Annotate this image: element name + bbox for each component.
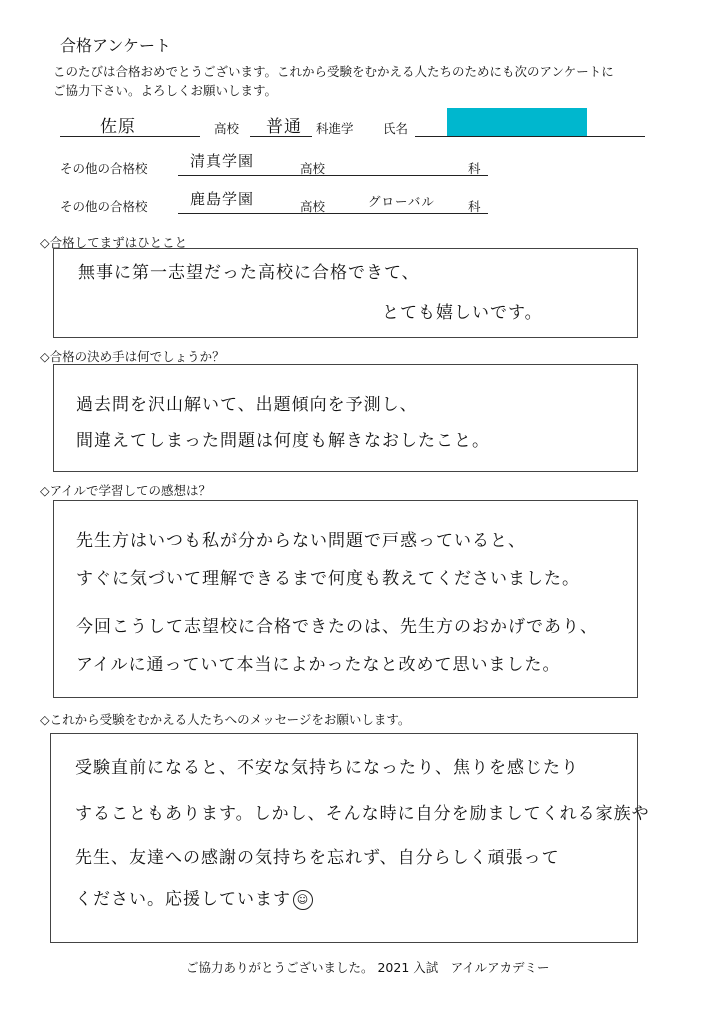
underline [250,136,312,137]
answer-box-1 [53,248,638,338]
name-redaction [447,108,587,136]
answer-3-line-2: すぐに気づいて理解できるまで何度も教えてくださいました。 [76,569,580,589]
footer-text: ご協力ありがとうございました。 2021 入試 アイルアカデミー [186,960,550,975]
answer-box-4 [50,733,650,943]
answer-3-line-3: 今回こうして志望校に合格できたのは、先生方のおかげであり、 [76,617,598,637]
answer-4-line-3: 先生、友達への感謝の気持ちを忘れず、自分らしく頑張って [75,848,560,868]
underline [178,213,488,214]
school-name-handwritten: 佐原 [100,117,136,137]
answer-4-line-1: 受験直前になると、不安な気持ちになったり、焦りを感じたり [75,758,579,778]
answer-box-3 [53,500,638,698]
other-school-ka-1: 科 [468,161,481,176]
underline [178,175,488,176]
course-suffix-label: 科進学 [316,121,354,136]
intro-text [53,62,663,100]
other-school-name-2: 鹿島学園 [190,190,255,208]
other-school-koko-1: 高校 [300,161,326,176]
question-heading-4: ◇これから受験をむかえる人たちへのメッセージをお願いします。 [40,712,411,727]
other-school-course-2: グローバル [368,194,435,209]
underline [415,136,645,137]
question-heading-2: ◇合格の決め手は何でしょうか？ [40,349,225,364]
answer-4-line-2: することもあります。しかし、そんな時に自分を励ましてくれる家族や [75,804,650,824]
answer-3-line-4: アイルに通っていて本当によかったなと改めて思いました。 [76,655,561,675]
other-school-label-2: その他の合格校 [60,199,148,214]
other-school-label-1: その他の合格校 [60,161,148,176]
answer-1-line-1: 無事に第一志望だった高校に合格できて、 [78,263,420,283]
answer-4-line-4-text: ください。応援しています [75,889,291,910]
intro-line-1: このたびは合格おめでとうございます。これから受験をむかえる人たちのためにも次のアンケートに [53,64,614,79]
other-school-koko-2: 高校 [300,199,326,214]
answer-1-line-2: とても嬉しいです。 [382,303,543,323]
course-handwritten: 普通 [266,117,302,137]
page-title: 合格アンケート [60,36,172,55]
answer-2-line-2: 間違えてしまった問題は何度も解きなおしたこと。 [76,431,490,451]
smiley-icon: ☺ [293,890,313,910]
question-heading-3: ◇アイルで学習しての感想は？ [40,483,211,498]
answer-4-line-4 [75,890,313,910]
underline [60,136,200,137]
answer-2-line-1: 過去問を沢山解いて、出題傾向を予測し、 [76,395,418,415]
question-heading-1: ◇合格してまずはひとこと [40,235,188,250]
other-school-ka-2: 科 [468,199,481,214]
answer-3-line-1: 先生方はいつも私が分からない問題で戸惑っていると、 [76,531,526,551]
answer-box-2 [53,364,638,472]
shimei-label: 氏名 [383,121,409,136]
intro-line-2: ご協力下さい。よろしくお願いします。 [53,83,278,98]
koko-label: 高校 [214,121,240,136]
other-school-name-1: 清真学園 [190,152,255,170]
